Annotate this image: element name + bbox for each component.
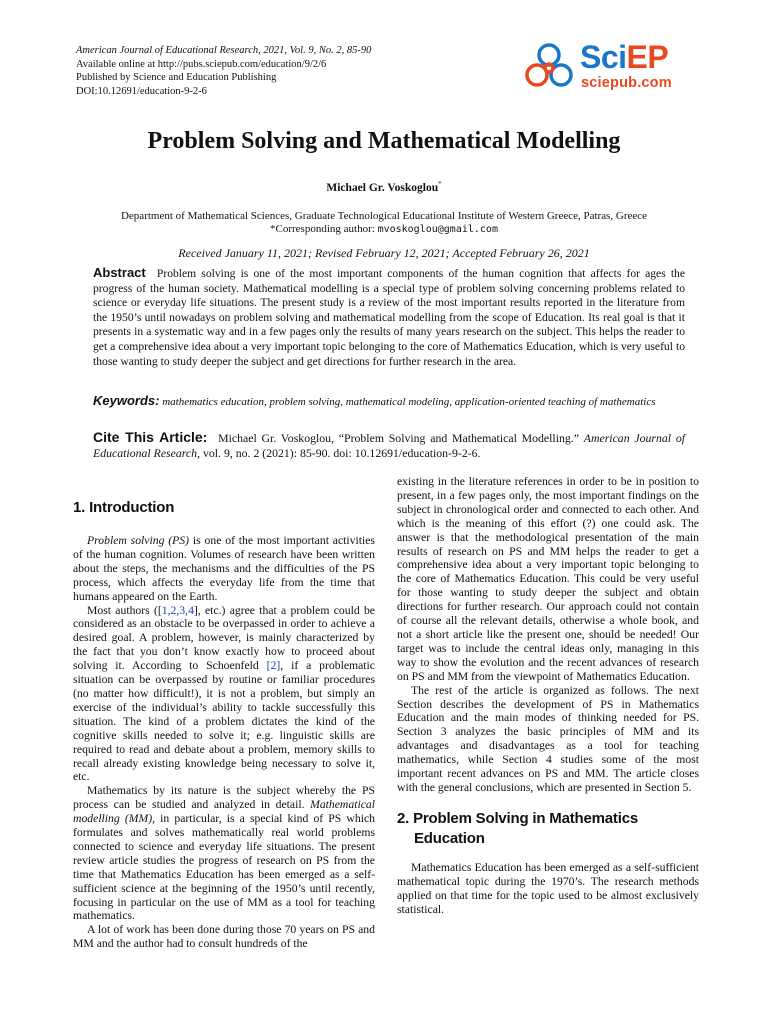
journal-header — [76, 44, 371, 98]
intro-paragraph-4: A lot of work has been done during those 70 years on PS and MM and the author had to consult hundreds of the — [73, 923, 375, 951]
keywords-text: mathematics education, problem solving, mathematical modeling, application-oriented teaching of mathematics — [162, 396, 656, 408]
abstract — [93, 266, 685, 369]
intro-paragraph-3: Mathematics by its nature is the subject whereby the PS process can be studied and analyzed in detail. Mathematical modelling (MM), in particular, is a special kind of PS which formulates and solves mathematically real world problems connected to science and everyday life situations. The present review article studies the progress of research on PS from the time that Mathematics Education has been emerged as a self-sufficient science at the beginning of the 1950’s until recently, focusing in particular on the use of MM as a tool for teaching mathematics. — [73, 784, 375, 923]
reference-link-schoenfeld[interactable]: [2] — [266, 659, 281, 673]
abstract-label: Abstract — [93, 265, 146, 280]
intro-paragraph-2: Most authors ([1,2,3,4], etc.) agree that a problem could be considered as an obstacle to be overpassed in order to achieve a desired goal. A problem, however, is mainly characterized by the fact that you don’t know exactly how to proceed about solving it. According to Schoenfeld [2], if a problematic situation can be overpassed by routine or familiar procedures (no matter how difficult!), it is not a problem, but simply an exercise of the individual’s ability to tackle successfully this situation. The kind of a problem dictates the kind of the cognitive skills needed to solve it; e.g. linguistic skills are required to read and debate about a problem, memory skills to recall already existing knowledge being necessary to solve it, etc. — [73, 603, 375, 784]
cite-this-article — [93, 430, 685, 461]
sciep-url: sciepub.com — [581, 75, 672, 91]
journal-citation-line: American Journal of Educational Research, 2021, Vol. 9, No. 2, 85-90 — [76, 45, 372, 56]
intro-paragraph-1: Problem solving (PS) is one of the most important activities of the human cognition. Volumes of research have been written about the steps, the mechanisms and the difficulties of the PS process, which affects the everyday life from the time that humans appeared on the Earth. — [73, 534, 375, 603]
section-2-paragraph-1: Mathematics Education has been emerged as a self-sufficient mathematical topic during the 1970’s. The research methods applied on that time for the topic used to be almost exclusively statistical. — [397, 860, 699, 916]
cite-journal: American Journal of Educational Research — [93, 431, 685, 460]
author-email: mvoskoglou@gmail.com — [377, 224, 498, 235]
abstract-text: Problem solving is one of the most important components of the human cognition that affects for ages the progress of the human society. Mathematical modelling is a special type of problem solving concerning problems related to science or everyday life situations. The present study is a review of the most important results reported in the literature from the 1950’s until nowadays on problem solving and mathematical modelling from the scope of Education. Its real goal is that it presents in a systematic way and in a few pages only the results of many years research on the subject. This helps the reader to get a comprehensive idea about a very important topic belonging to the core of Mathematics Education, which is very useful to those wanting to study deeper the subject and get directions for further research in the area. — [93, 267, 686, 368]
intro-paragraph-4-continued: existing in the literature references in order to be in position to present, in a few pages only, the most important findings on the subject in chronological order and connected to each other. And which is the meaning of this effort (?) one could ask. The answer is that the methodological presentation of the main results of research on PS and MM helps the reader to get a comprehensive idea about a very important topic belonging to the core of Mathematics Education. This could be very useful for those wanting to study deeper the subject and obtain directions for further research. Our approach could not contain of course all the relevant details, otherwise a whole book, and not a short article like the present one, should be needed! Our target was to include the central ideas only, managing in this way to show the evolution and the recent advances of research on PS and MM from the viewpoint of Mathematics Education. — [397, 475, 699, 683]
cite-post: , vol. 9, no. 2 (2021): 85-90. doi: 10.12691/education-9-2-6. — [197, 446, 481, 460]
affiliation — [0, 210, 768, 236]
left-column — [73, 498, 375, 951]
received-dates: Received January 11, 2021; Revised February 12, 2021; Accepted February 26, 2021 — [178, 246, 590, 260]
section-1-heading: 1. Introduction — [73, 499, 175, 516]
reference-link[interactable]: 1,2,3,4 — [161, 603, 194, 617]
intro-paragraph-5: The rest of the article is organized as follows. The next Section describes the development of PS in Mathematics Education and the main modes of thinking needed for PS. Section 3 analyzes the basic principles of MM and its advantages and disadvantages as a tool for teaching mathematics, while Section 4 studies some of the most important recent advances on PS and MM. The article closes with the general conclusions, which are presented in Section 5. — [397, 683, 699, 794]
section-2-heading: 2. Problem Solving in Mathematics Education — [397, 809, 638, 847]
author-line — [0, 180, 768, 194]
department: Department of Mathematical Sciences, Graduate Technological Educational Institute of Western Greece, Patras, Greece — [120, 210, 648, 222]
paper-title: Problem Solving and Mathematical Modelling — [147, 128, 621, 154]
available-online-line: Available online at http://pubs.sciepub.com/education/9/2/6 — [76, 58, 327, 70]
doi-line: DOI:10.12691/education-9-2-6 — [76, 85, 207, 97]
cite-label: Cite This Article: — [93, 429, 208, 445]
sciep-molecule-icon — [520, 38, 578, 96]
sciep-wordmark: SciEP — [580, 39, 669, 75]
keywords — [93, 394, 685, 409]
cite-pre: Michael Gr. Voskoglou, “Problem Solving and Mathematical Modelling.” — [218, 431, 579, 445]
publisher-line: Published by Science and Education Publishing — [76, 72, 277, 83]
right-column — [397, 475, 699, 916]
keywords-label: Keywords: — [93, 393, 160, 408]
corresponding-mark: * — [438, 180, 442, 188]
sciep-logo — [520, 38, 696, 100]
corresponding-author: *Corresponding author: mvoskoglou@gmail.com — [270, 223, 498, 235]
author-name: Michael Gr. Voskoglou — [326, 181, 439, 194]
